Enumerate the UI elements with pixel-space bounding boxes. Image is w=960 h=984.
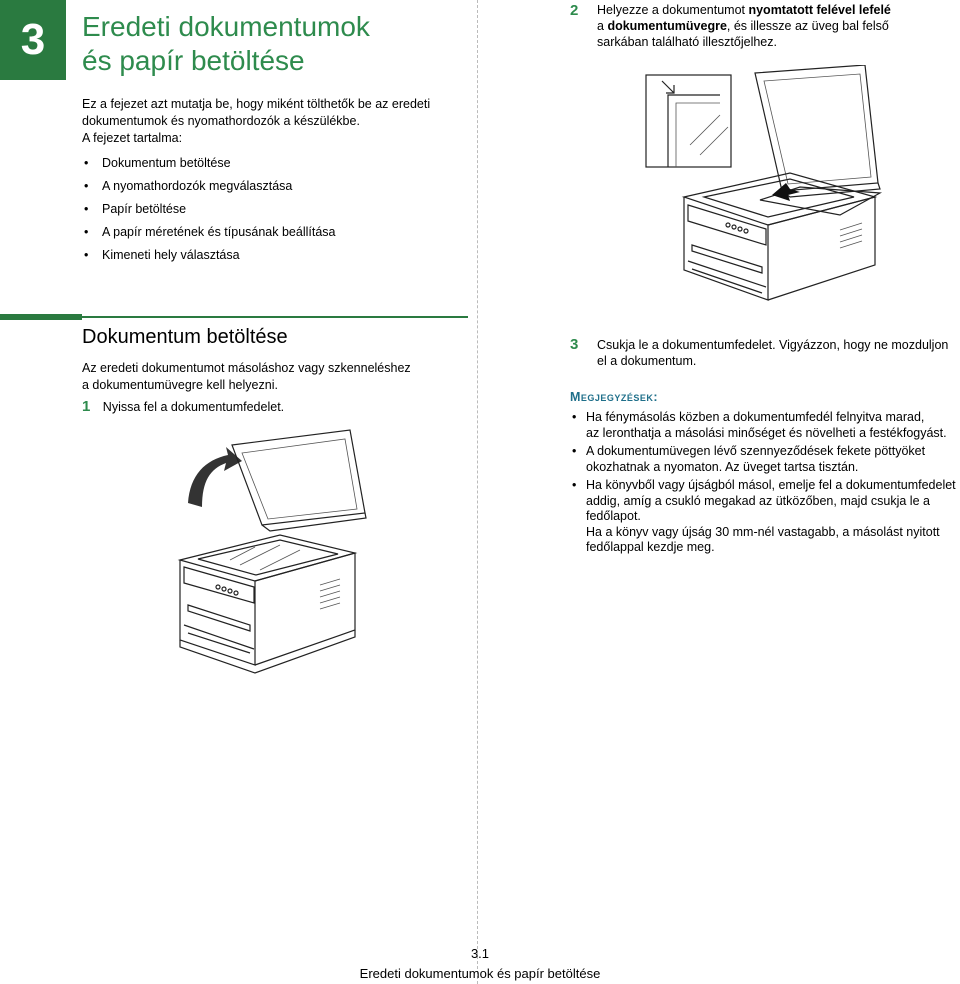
- chapter-title-line1: Eredeti dokumentumok: [82, 11, 370, 42]
- notes-heading: [570, 390, 658, 404]
- chapter-number: 3: [20, 15, 46, 64]
- note-line: • Ha könyvből vagy újságból másol, emelje fel a dokumentumfedelet: [586, 478, 956, 492]
- section-rule-accent: [0, 314, 82, 320]
- note-item: [570, 444, 960, 475]
- column-divider: [477, 0, 478, 984]
- notes-heading-text: Megjegyzések:: [570, 390, 659, 404]
- toc-item[interactable]: • Kimeneti hely választása: [82, 244, 462, 267]
- toc-item[interactable]: • Papír betöltése: [82, 198, 462, 221]
- step-text: sarkában található illesztőjelhez.: [597, 35, 777, 49]
- note-line: Ha a könyv vagy újság 30 mm-nél vastagabb, a másolást nyitott: [586, 524, 940, 539]
- note-line: addig, amíg a csukló megakad az ütközőben, majd csukja le a fedőlapot.: [586, 493, 930, 523]
- lift-arrow-icon: [188, 447, 242, 507]
- note-line: fedőlappal kezdje meg.: [586, 540, 715, 554]
- footer-title: Eredeti dokumentumok és papír betöltése: [359, 966, 601, 981]
- contents-label: A fejezet tartalma:: [82, 131, 183, 145]
- step-number: 3: [570, 336, 579, 353]
- notes-list: [570, 410, 960, 559]
- section-title: Dokumentum betöltése: [82, 326, 288, 348]
- step-text: Nyissa fel a dokumentumfedelet.: [102, 400, 285, 414]
- section-body-line: Az eredeti dokumentumot másoláshoz vagy szkenneléshez: [82, 361, 411, 375]
- step-text-emphasis: nyomtatott felével lefelé: [748, 3, 891, 17]
- step-text: , és illessze az üveg bal felső: [726, 19, 889, 33]
- note-line: az leronthatja a másolási minőséget és növelheti a festékfogyást.: [586, 425, 947, 440]
- insert-arrow-icon: [772, 183, 800, 201]
- note-item: [570, 410, 960, 441]
- note-item: [570, 478, 960, 556]
- chapter-title: [82, 10, 462, 78]
- note-line: • Ha fénymásolás közben a dokumentumfedél felnyitva marad,: [586, 410, 925, 424]
- note-line: • A dokumentumüvegen lévő szennyeződések fekete pöttyöket: [586, 444, 926, 458]
- intro-line: dokumentumok és nyomathordozók a készülékbe.: [82, 114, 360, 128]
- step-text-emphasis: dokumentumüvegre: [607, 19, 727, 33]
- intro-line: Ez a fejezet azt mutatja be, hogy miként tölthetők be az eredeti: [82, 97, 431, 111]
- document-placement-illustration: [640, 65, 885, 310]
- page-number: 3.1: [470, 946, 490, 961]
- step-text: a: [597, 19, 608, 33]
- note-line: okozhatnak a nyomaton. Az üveget tartsa tisztán.: [586, 459, 859, 474]
- section-body: [82, 360, 462, 394]
- step-text: Helyezze a dokumentumot: [597, 3, 749, 17]
- step-text: el a dokumentum.: [597, 354, 697, 368]
- chapter-intro: [82, 96, 462, 147]
- toc-item[interactable]: • Dokumentum betöltése: [82, 152, 462, 175]
- toc-item[interactable]: • A papír méretének és típusának beállítása: [82, 221, 462, 244]
- chapter-contents-list: [82, 152, 462, 267]
- chapter-title-line2: és papír betöltése: [82, 45, 305, 76]
- step-number: 2: [570, 2, 579, 19]
- scanner-lid-open-illustration: [170, 425, 370, 680]
- section-body-line: a dokumentumüvegre kell helyezni.: [82, 378, 278, 392]
- step-number: 1: [82, 398, 91, 415]
- toc-item[interactable]: • A nyomathordozók megválasztása: [82, 175, 462, 198]
- step-1: [82, 398, 284, 416]
- step-text: Csukja le a dokumentumfedelet. Vigyázzon, hogy ne mozduljon: [597, 338, 949, 352]
